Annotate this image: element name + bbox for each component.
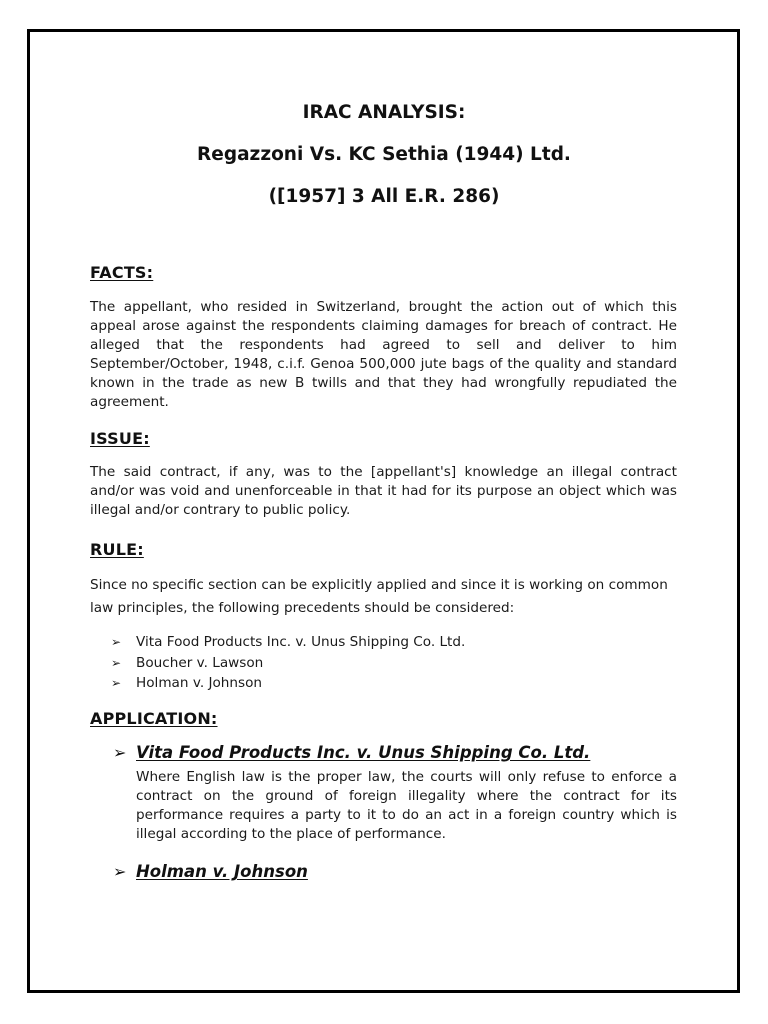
issue-heading: ISSUE: — [90, 429, 150, 448]
document-title — [30, 92, 738, 218]
title-line-irac: IRAC ANALYSIS: — [302, 102, 466, 123]
precedent-list — [111, 632, 465, 694]
list-item — [111, 673, 465, 694]
application-item-title: Vita Food Products Inc. v. Unus Shipping Co. Ltd. — [136, 743, 591, 762]
facts-heading: FACTS: — [90, 263, 154, 282]
application-item-title: Holman v. Johnson — [136, 862, 308, 881]
arrow-bullet-icon: ➢ — [113, 743, 127, 762]
list-item — [111, 632, 465, 653]
arrow-bullet-icon: ➢ — [111, 676, 122, 690]
rule-paragraph: Since no specific section can be explicitly applied and since it is working on common law principles, the following precedents should be considered: — [90, 577, 668, 616]
precedent-label: Boucher v. Lawson — [136, 654, 264, 671]
application-item-paragraph: Where English law is the proper law, the courts will only refuse to enforce a contract on the ground of foreign illegality where the contract for its performance requires a party to it to do an act in a foreign country which is illegal according to the place of performance. — [136, 769, 677, 842]
rule-heading: RULE: — [90, 540, 144, 559]
application-item-vita-food — [113, 743, 590, 762]
application-heading: APPLICATION: — [90, 709, 218, 728]
issue-paragraph: The said contract, if any, was to the [appellant's] knowledge an illegal contract and/or was void and unenforceable in that it had for its purpose an object which was illegal and/or contrary to public policy. — [90, 464, 677, 518]
list-item — [111, 653, 465, 674]
title-line-citation: ([1957] 3 All E.R. 286) — [268, 186, 500, 207]
facts-paragraph: The appellant, who resided in Switzerland, brought the action out of which this appeal arose against the respondents claiming damages for breach of contract. He alleged that the respondents had agreed to sell and deliver to him September/October, 1948, c.i.f. Genoa 500,000 jute bags of the quality and standard known in the trade as new B twills and that they had wrongfully repudiated the agreement. — [90, 299, 677, 410]
arrow-bullet-icon: ➢ — [113, 862, 127, 881]
arrow-bullet-icon: ➢ — [111, 635, 122, 649]
arrow-bullet-icon: ➢ — [111, 655, 122, 670]
precedent-label: Holman v. Johnson — [136, 675, 263, 691]
title-line-case-name: Regazzoni Vs. KC Sethia (1944) Ltd. — [197, 144, 571, 165]
application-item-holman — [113, 862, 308, 881]
precedent-label: Vita Food Products Inc. v. Unus Shipping Co. Ltd. — [136, 634, 466, 650]
